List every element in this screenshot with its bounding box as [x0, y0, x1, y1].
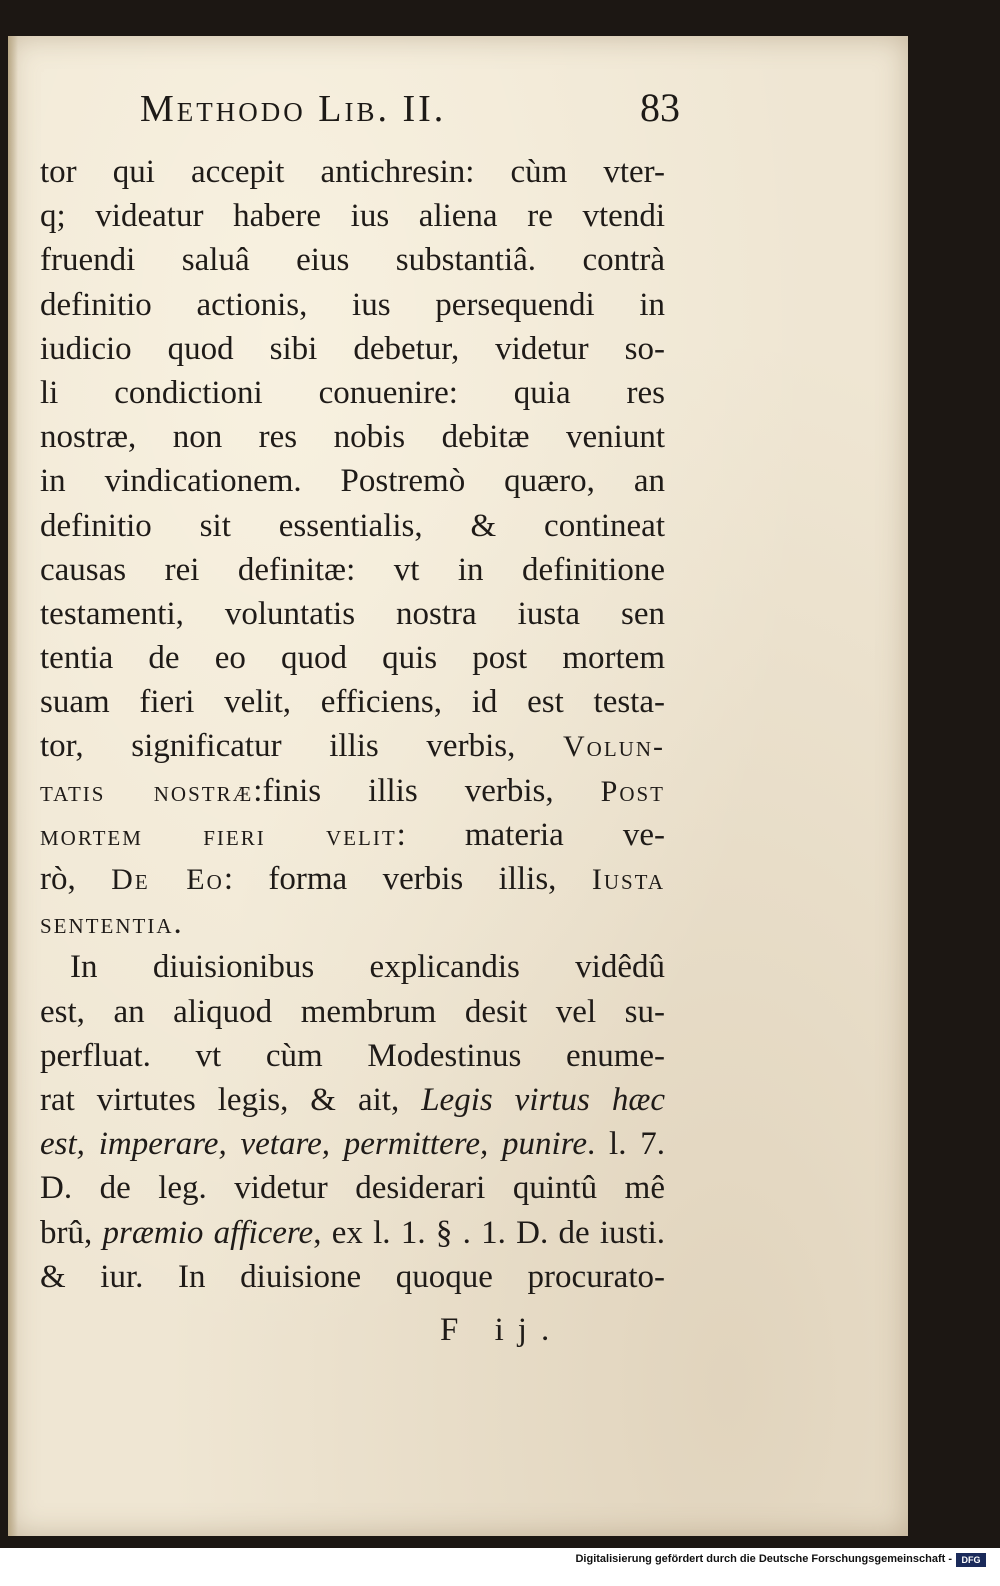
paragraph-start-line: In diuisionibus explicandis vidêdû — [70, 949, 665, 986]
text-line — [40, 724, 665, 768]
text-segment: rò, — [40, 861, 112, 897]
text-segment: :finis illis verbis, — [253, 772, 601, 809]
text-segment: brû, — [40, 1214, 103, 1251]
text-line: in vindicationem. Postremò quæro, an — [40, 463, 665, 500]
text-segment: rat virtutes legis, & ait, — [40, 1081, 422, 1118]
running-head — [140, 84, 680, 134]
italic-segment: Legis virtus hæc — [421, 1081, 665, 1118]
text-line — [40, 1078, 665, 1122]
text-line: perfluat. vt cùm Modestinus enume- — [40, 1037, 665, 1074]
text-line: definitio actionis, ius persequendi in — [40, 286, 665, 323]
text-line — [40, 769, 665, 813]
text-line: D. de leg. videtur desiderari quintû mê — [40, 1170, 665, 1207]
text-line: est, an aliquod membrum desit vel su- — [40, 993, 665, 1030]
text-line: q; videatur habere ius aliena re vtendi — [40, 198, 665, 235]
page-edge-shadow — [8, 36, 18, 1536]
small-caps-segment: Volun- — [563, 730, 665, 764]
text-line: definitio sit essentialis, & contineat — [40, 507, 665, 544]
italic-segment: præmio afficere — [102, 1214, 314, 1251]
text-line: li condictioni conuenire: quia res — [40, 374, 665, 411]
text-block — [40, 150, 665, 1299]
text-segment: : forma verbis illis, — [223, 861, 592, 897]
page-number: 83 — [640, 85, 680, 130]
text-segment: tor, significatur illis verbis, — [40, 728, 564, 765]
text-line — [40, 1122, 665, 1166]
text-line: fruendi saluâ eius substantiâ. contrà — [40, 242, 665, 279]
small-caps-segment: sententia — [40, 907, 174, 941]
text-line: testamenti, voluntatis nostra iusta sen — [40, 595, 665, 632]
running-title: Methodo Lib. II. — [140, 88, 447, 130]
text-segment: : materia ve- — [396, 816, 665, 853]
small-caps-segment: Iusta — [591, 863, 665, 896]
text-segment: . — [173, 905, 182, 942]
text-line: suam fieri velit, efficiens, id est testa- — [40, 684, 665, 721]
text-line — [40, 857, 665, 901]
text-line — [40, 1211, 665, 1255]
small-caps-segment: De Eo — [111, 863, 224, 896]
text-line: nostræ, non res nobis debitæ veniunt — [40, 419, 665, 456]
text-line — [40, 901, 665, 945]
text-line — [40, 813, 665, 857]
text-line: & iur. In diuisione quoque procurato- — [40, 1258, 665, 1295]
text-segment: . l. 7. — [587, 1126, 665, 1163]
italic-segment: est, imperare, vetare, permittere, punire — [40, 1126, 587, 1163]
small-caps-segment: Post — [600, 774, 665, 808]
dfg-logo: DFG — [956, 1553, 986, 1567]
text-line: iudicio quod sibi debetur, videtur so- — [40, 330, 665, 367]
funding-credit: Digitalisierung gefördert durch die Deutsche Forschungsgemeinschaft - — [575, 1553, 952, 1565]
signature-mark: F ij. — [440, 1312, 564, 1348]
text-line: tentia de eo quod quis post mortem — [40, 640, 665, 677]
small-caps-segment: mortem fieri velit — [40, 818, 397, 852]
text-line: causas rei definitæ: vt in definitione — [40, 551, 665, 588]
text-line: tor qui accepit antichresin: cùm vter- — [40, 154, 665, 190]
text-segment: , ex l. 1. § . 1. D. de iusti. — [313, 1214, 665, 1251]
small-caps-segment: tatis nostræ — [40, 774, 254, 808]
